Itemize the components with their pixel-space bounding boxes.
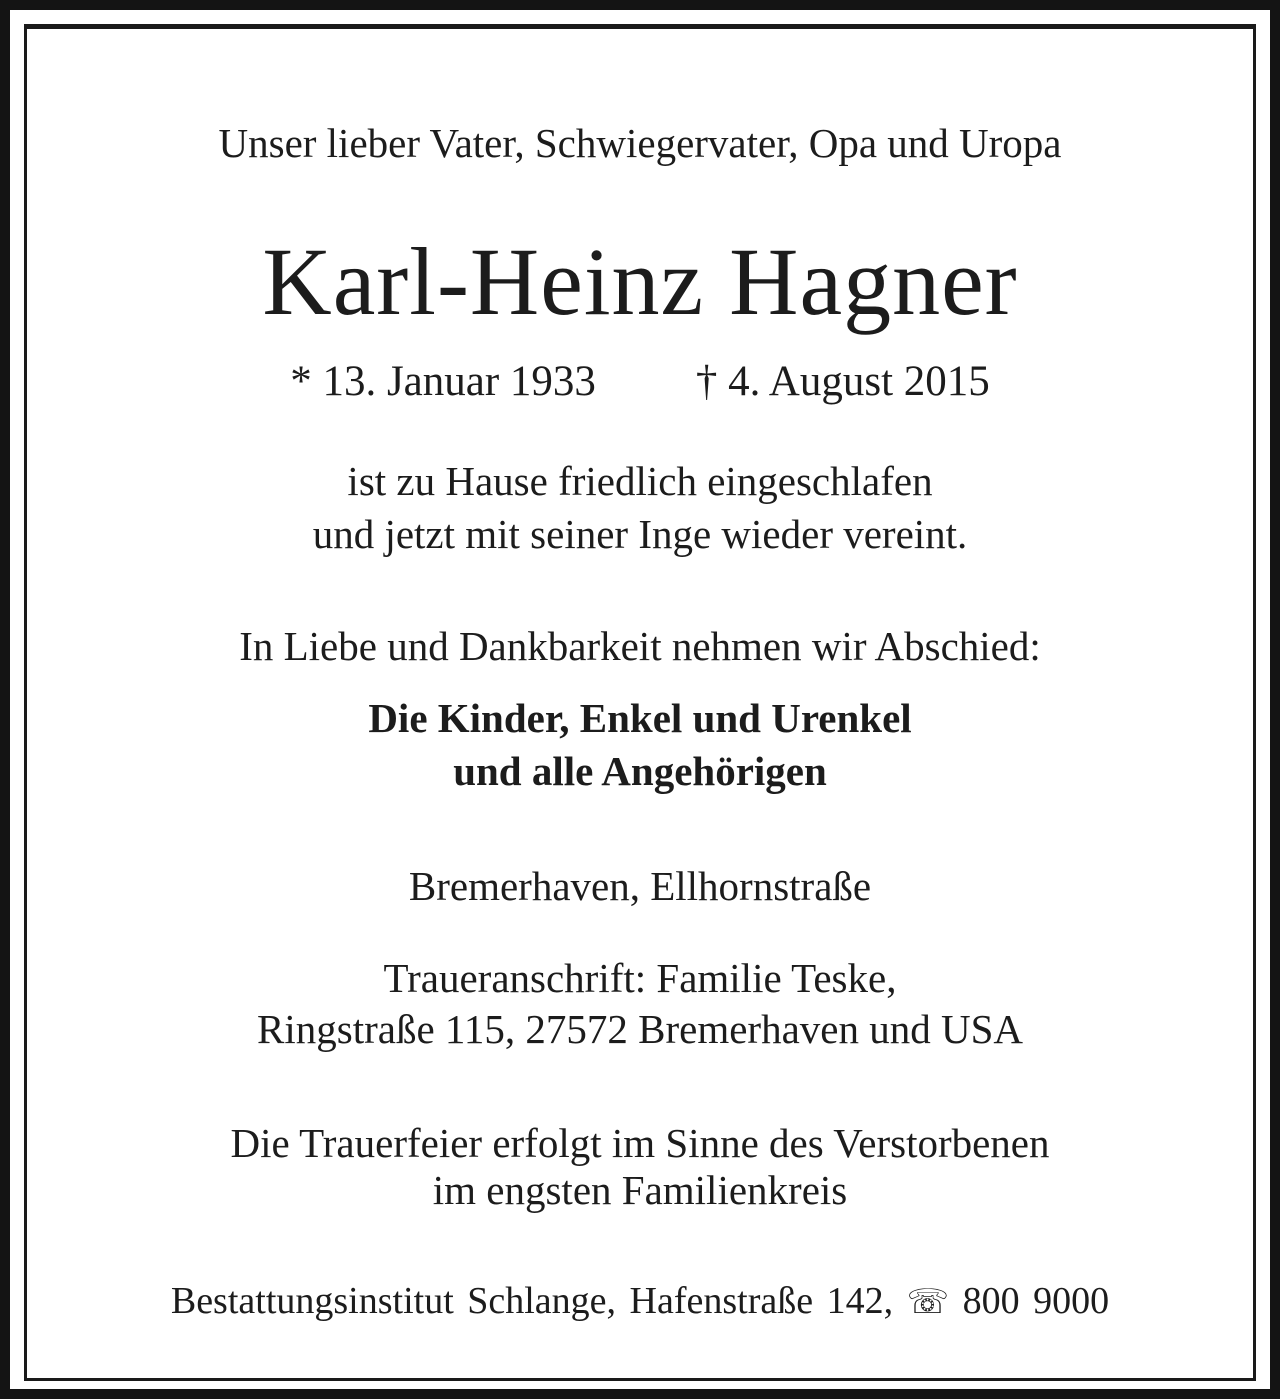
farewell-line: In Liebe und Dankbarkeit nehmen wir Abschied: — [239, 623, 1041, 669]
notice-inner-frame — [24, 24, 1256, 1381]
place-line: Bremerhaven, Ellhornstraße — [408, 863, 872, 909]
telephone-icon: ☏ — [906, 1282, 950, 1322]
undertaker-line — [27, 1282, 1253, 1320]
ceremony-line-1: Die Trauerfeier erfolgt im Sinne des Verstorbenen — [230, 1120, 1050, 1166]
deceased-name: Karl-Heinz Hagner — [262, 228, 1018, 335]
undertaker-phone: 800 9000 — [962, 1280, 1110, 1322]
mourning-address-line-1: Traueranschrift: Familie Teske, — [383, 955, 897, 1001]
death-date: † 4. August 2015 — [695, 358, 990, 405]
passing-line-2: und jetzt mit seiner Inge wieder vereint. — [312, 511, 968, 557]
life-dates — [27, 360, 1253, 403]
birth-date: * 13. Januar 1933 — [290, 358, 596, 405]
ceremony-line-2: im engsten Familienkreis — [432, 1167, 848, 1213]
family-line-1: Die Kinder, Enkel und Urenkel — [368, 695, 912, 741]
intro-line: Unser lieber Vater, Schwiegervater, Opa und Uropa — [218, 120, 1062, 166]
passing-line-1: ist zu Hause friedlich eingeschlafen — [347, 458, 933, 504]
undertaker-name-address: Bestattungsinstitut Schlange, Hafenstraße 142, — [170, 1280, 894, 1322]
family-line-2: und alle Angehörigen — [453, 748, 827, 794]
mourning-address-line-2: Ringstraße 115, 27572 Bremerhaven und USA — [257, 1006, 1023, 1052]
